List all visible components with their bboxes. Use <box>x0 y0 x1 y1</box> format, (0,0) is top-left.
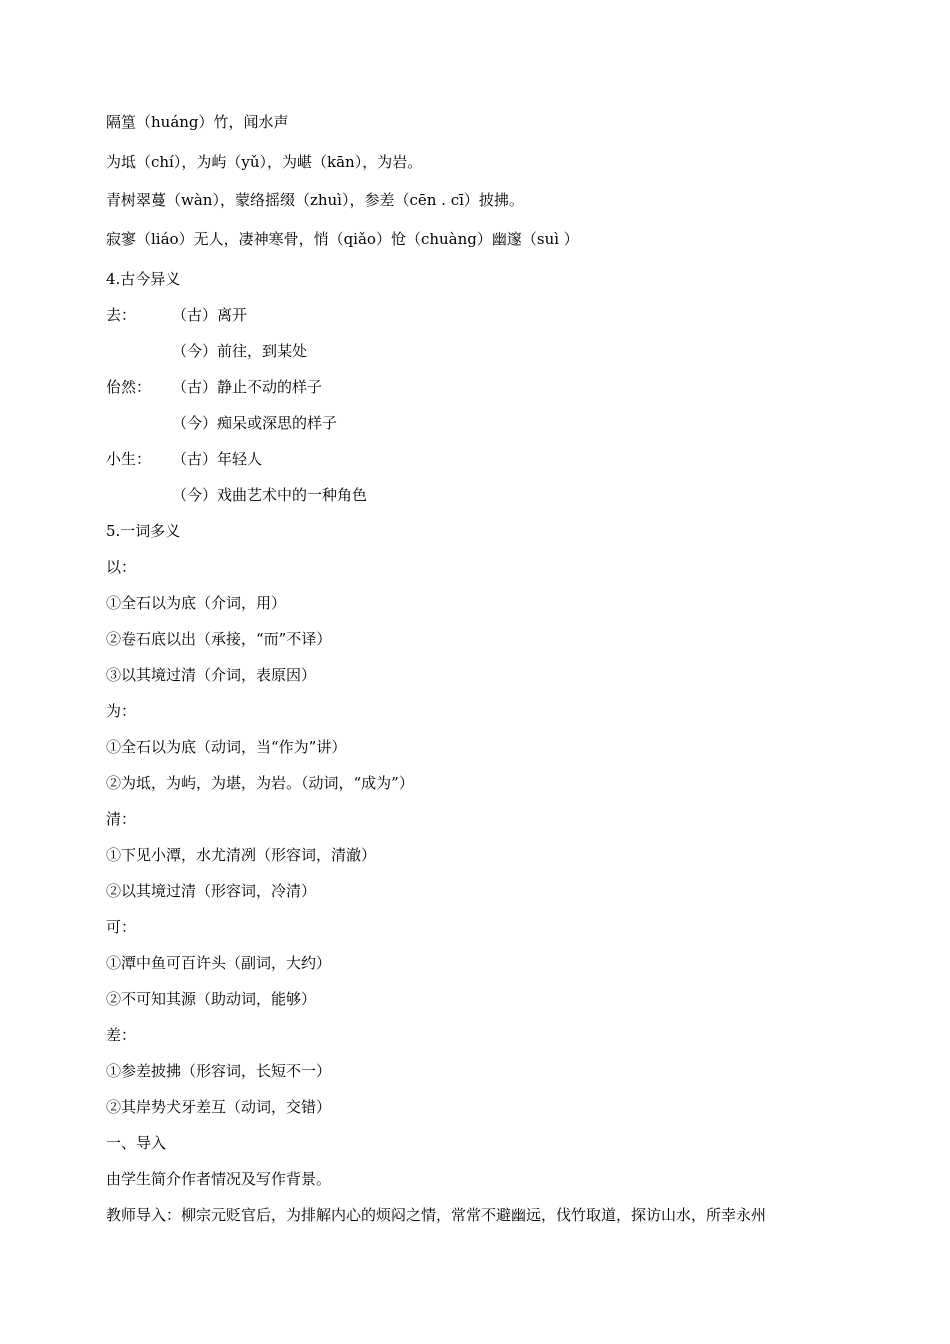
pronunciation-line: 寂寥（liáo）无人，凄神寒骨，悄（qiǎo）怆（chuàng）幽邃（suì ） <box>106 230 579 248</box>
pronunciation-line: 青树翠蔓（wàn），蒙络摇缀（zhuì），参差（cēn . cī）披拂。 <box>106 191 524 209</box>
polysemy-sense: ②不可知其源（助动词，能够） <box>106 990 317 1008</box>
polysemy-sense: ②为坻，为屿，为堪，为岩。（动词，“成为”） <box>106 774 414 792</box>
polysemy-word: 为： <box>106 702 137 720</box>
section-heading: 4.古今异义 <box>106 270 181 288</box>
pronunciation-line: 为坻（chí），为屿（yǔ），为嵁（kān），为岩。 <box>106 153 423 171</box>
ancient-meaning: （古）静止不动的样子 <box>172 378 323 396</box>
modern-meaning: （今）痴呆或深思的样子 <box>172 414 338 432</box>
term-word: 小生： <box>106 450 152 468</box>
modern-meaning: （今）戏曲艺术中的一种角色 <box>172 486 368 504</box>
intro-paragraph: 教师导入：柳宗元贬官后，为排解内心的烦闷之情，常常不避幽远，伐竹取道，探访山水，所幸永州 <box>106 1206 767 1224</box>
polysemy-sense: ②卷石底以出（承接，“而”不译） <box>106 630 332 648</box>
polysemy-sense: ②以其境过清（形容词，冷清） <box>106 882 317 900</box>
polysemy-word: 以： <box>106 558 137 576</box>
section-heading: 一、导入 <box>106 1134 167 1152</box>
polysemy-sense: ①下见小潭，水尤清冽（形容词，清澈） <box>106 846 377 864</box>
ancient-meaning: （古）年轻人 <box>172 450 263 468</box>
term-word: 去： <box>106 306 137 324</box>
polysemy-sense: ①参差披拂（形容词，长短不一） <box>106 1062 332 1080</box>
term-row <box>106 305 247 325</box>
intro-paragraph: 由学生简介作者情况及写作背景。 <box>106 1170 332 1188</box>
term-row <box>106 449 262 469</box>
term-row <box>106 377 322 397</box>
polysemy-sense: ①全石以为底（动词，当“作为”讲） <box>106 738 347 756</box>
ancient-meaning: （古）离开 <box>172 306 248 324</box>
polysemy-sense: ②其岸势犬牙差互（动词，交错） <box>106 1098 332 1116</box>
modern-meaning: （今）前往，到某处 <box>172 342 308 360</box>
section-heading: 5.一词多义 <box>106 522 181 540</box>
polysemy-sense: ①全石以为底（介词，用） <box>106 594 287 612</box>
polysemy-sense: ③以其境过清（介词，表原因） <box>106 666 317 684</box>
polysemy-word: 可： <box>106 918 137 936</box>
polysemy-word: 清： <box>106 810 137 828</box>
polysemy-word: 差： <box>106 1026 137 1044</box>
pronunciation-line: 隔篁（huáng）竹，闻水声 <box>106 113 289 131</box>
term-word: 佁然： <box>106 378 152 396</box>
polysemy-sense: ①潭中鱼可百许头（副词，大约） <box>106 954 332 972</box>
